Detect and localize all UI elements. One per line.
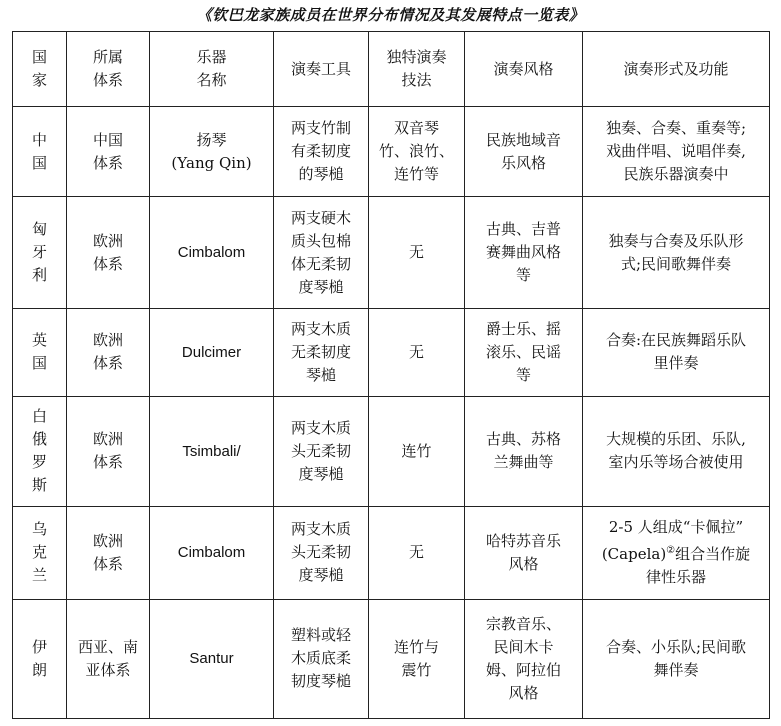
table-row bbox=[13, 309, 770, 396]
cell-form: 合奏、小乐队;民间歌 舞伴奏 bbox=[583, 599, 770, 718]
cell-system: 欧洲 体系 bbox=[67, 309, 150, 396]
cell-technique: 无 bbox=[369, 309, 465, 396]
cell-country: 白 俄 罗 斯 bbox=[13, 396, 67, 506]
cell-tool: 两支木质 无柔韧度 琴槌 bbox=[274, 309, 369, 396]
header-row bbox=[13, 32, 770, 107]
header-country: 国 家 bbox=[13, 32, 67, 107]
cell-instrument: 扬琴 (Yang Qin) bbox=[150, 107, 274, 197]
cell-country: 伊 朗 bbox=[13, 599, 67, 718]
cell-tool: 塑料或轻 木质底柔 韧度琴槌 bbox=[274, 599, 369, 718]
cell-form: 合奏:在民族舞蹈乐队 里伴奏 bbox=[583, 309, 770, 396]
cell-style: 古典、苏格 兰舞曲等 bbox=[465, 396, 583, 506]
form-text: 组合当作旋 bbox=[675, 545, 751, 564]
cell-instrument: Cimbalom bbox=[150, 197, 274, 309]
form-line bbox=[586, 539, 766, 566]
form-line: 2-5 人组成“卡佩拉” bbox=[608, 518, 744, 537]
instrument-table bbox=[12, 31, 770, 719]
cell-form: 独奏与合奏及乐队形 式;民间歌舞伴奏 bbox=[583, 197, 770, 309]
footnote-marker: ② bbox=[666, 545, 676, 557]
cell-form bbox=[583, 506, 770, 599]
form-text: (Capela) bbox=[601, 545, 667, 564]
cell-tool: 两支木质 头无柔韧 度琴槌 bbox=[274, 396, 369, 506]
cell-country: 英 国 bbox=[13, 309, 67, 396]
cell-technique: 无 bbox=[369, 197, 465, 309]
cell-tool: 两支竹制 有柔韧度 的琴槌 bbox=[274, 107, 369, 197]
cell-style: 哈特苏音乐 风格 bbox=[465, 506, 583, 599]
cell-system: 欧洲 体系 bbox=[67, 197, 150, 309]
header-instrument: 乐器 名称 bbox=[150, 32, 274, 107]
cell-country: 乌 克 兰 bbox=[13, 506, 67, 599]
cell-style: 古典、吉普 赛舞曲风格 等 bbox=[465, 197, 583, 309]
cell-country: 中 国 bbox=[13, 107, 67, 197]
form-line: 律性乐器 bbox=[645, 568, 706, 587]
header-form: 演奏形式及功能 bbox=[583, 32, 770, 107]
table-row bbox=[13, 599, 770, 718]
cell-tool: 两支硬木 质头包棉 体无柔韧 度琴槌 bbox=[274, 197, 369, 309]
header-system: 所属 体系 bbox=[67, 32, 150, 107]
cell-country: 匈 牙 利 bbox=[13, 197, 67, 309]
cell-form: 大规模的乐团、乐队, 室内乐等场合被使用 bbox=[583, 396, 770, 506]
cell-system: 欧洲 体系 bbox=[67, 396, 150, 506]
cell-form: 独奏、合奏、重奏等; 戏曲伴唱、说唱伴奏, 民族乐器演奏中 bbox=[583, 107, 770, 197]
cell-instrument: Tsimbali/ bbox=[150, 396, 274, 506]
table-row bbox=[13, 107, 770, 197]
cell-system: 中国 体系 bbox=[67, 107, 150, 197]
cell-style: 民族地域音 乐风格 bbox=[465, 107, 583, 197]
cell-tool: 两支木质 头无柔韧 度琴槌 bbox=[274, 506, 369, 599]
table-row bbox=[13, 396, 770, 506]
cell-instrument: Santur bbox=[150, 599, 274, 718]
header-tool: 演奏工具 bbox=[274, 32, 369, 107]
header-style: 演奏风格 bbox=[465, 32, 583, 107]
cell-technique: 双音琴 竹、浪竹、 连竹等 bbox=[369, 107, 465, 197]
table-row bbox=[13, 197, 770, 309]
table-row bbox=[13, 506, 770, 599]
cell-instrument: Dulcimer bbox=[150, 309, 274, 396]
cell-style: 爵士乐、摇 滚乐、民谣 等 bbox=[465, 309, 583, 396]
cell-instrument: Cimbalom bbox=[150, 506, 274, 599]
page-title: 《钦巴龙家族成员在世界分布情况及其发展特点一览表》 bbox=[196, 6, 585, 24]
header-technique: 独特演奏 技法 bbox=[369, 32, 465, 107]
cell-technique: 连竹与 震竹 bbox=[369, 599, 465, 718]
cell-technique: 连竹 bbox=[369, 396, 465, 506]
cell-technique: 无 bbox=[369, 506, 465, 599]
cell-system: 西亚、南 亚体系 bbox=[67, 599, 150, 718]
cell-system: 欧洲 体系 bbox=[67, 506, 150, 599]
cell-style: 宗教音乐、 民间木卡 姆、阿拉伯 风格 bbox=[465, 599, 583, 718]
